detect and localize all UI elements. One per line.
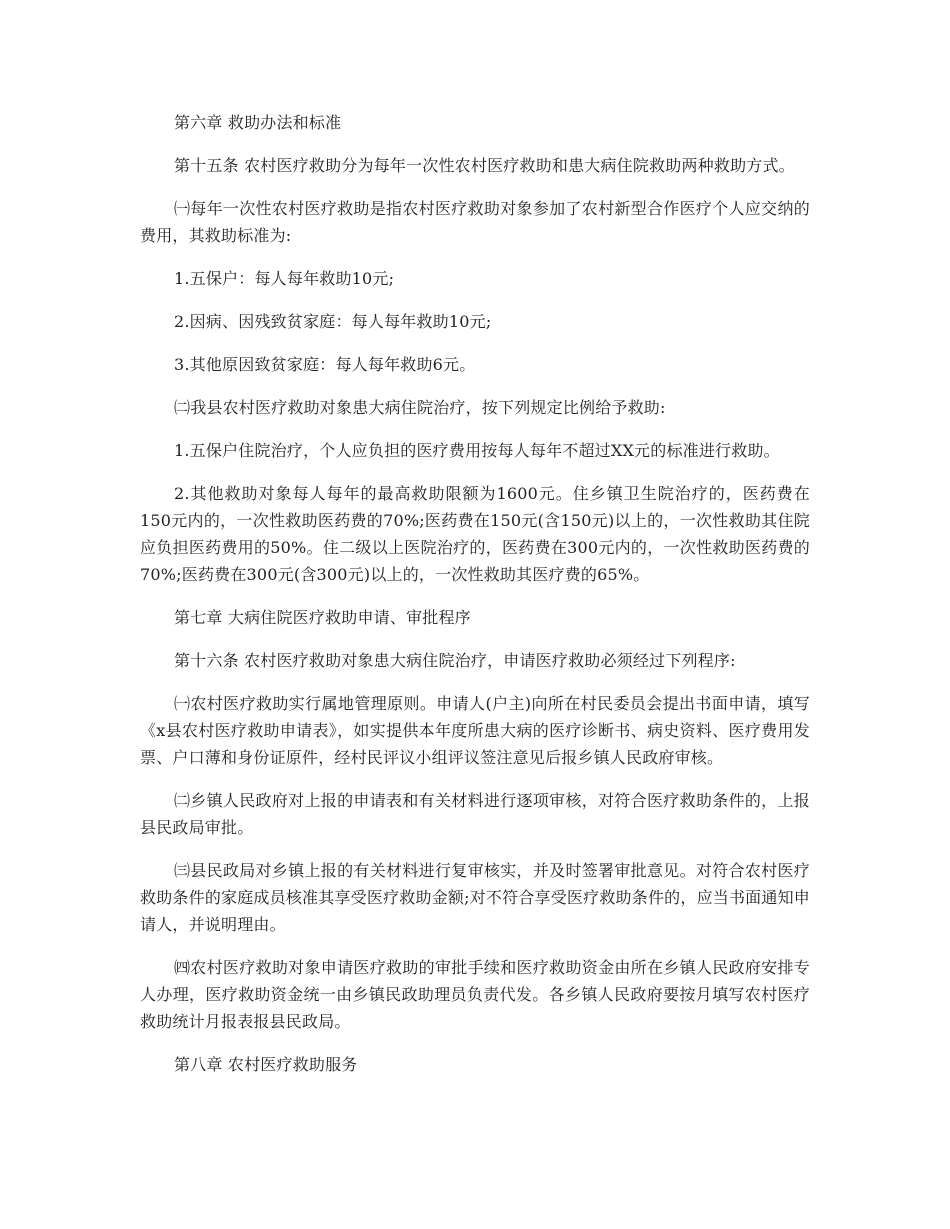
procedure-step-3: ㈢县民政局对乡镇上报的有关材料进行复审核实，并及时签署审批意见。对符合农村医疗救助条件的家庭成员核准其享受医疗救助金额;对不符合享受医疗救助条件的，应当书面通知申请人，并说明理由。 [140, 861, 810, 934]
item-five-guarantee-hospital: 1.五保户住院治疗，个人应负担的医疗费用按每人每年不超过XX元的标准进行救助。 [174, 441, 780, 460]
item-illness-poverty: 2.因病、因残致贫家庭：每人每年救助10元; [174, 312, 492, 331]
procedure-step-1: ㈠农村医疗救助实行属地管理原则。申请人(户主)向所在村民委员会提出书面申请，填写《x县农村医疗救助申请表》，如实提供本年度所患大病的医疗诊断书、病史资料、医疗费用发票、户口薄和身份证原件，经村民评议小组评议签注意见后报乡镇人民政府审核。 [140, 694, 810, 767]
clause-2-hospital-aid: ㈡我县农村医疗救助对象患大病住院治疗，按下列规定比例给予救助: [174, 398, 666, 417]
item-other-poverty: 3.其他原因致贫家庭：每人每年救助6元。 [174, 355, 476, 374]
item-five-guarantee: 1.五保户：每人每年救助10元; [174, 269, 395, 288]
item-other-recipients-limit: 2.其他救助对象每人每年的最高救助限额为1600元。住乡镇卫生院治疗的，医药费在150元内的，一次性救助医药费的70%;医药费在150元(含150元)以上的，一次性救助其住院应负担医药费用的50%。住二级以上医院治疗的，医药费在300元内的，一次性救助医药费的70%;医药费在300元(含300元)以上的，一次性救助其医疗费的65%。 [140, 484, 810, 584]
document-body [140, 109, 810, 1094]
procedure-step-4: ㈣农村医疗救助对象申请医疗救助的审批手续和医疗救助资金由所在乡镇人民政府安排专人办理，医疗救助资金统一由乡镇民政助理员负责代发。各乡镇人民政府要按月填写农村医疗救助统计月报表报县民政局。 [140, 958, 810, 1031]
clause-1-annual-aid: ㈠每年一次性农村医疗救助是指农村医疗救助对象参加了农村新型合作医疗个人应交纳的费用，其救助标准为: [140, 199, 810, 245]
procedure-step-2: ㈡乡镇人民政府对上报的申请表和有关材料进行逐项审核，对符合医疗救助条件的，上报县民政局审批。 [140, 791, 810, 837]
chapter-6-heading: 第六章 救助办法和标准 [174, 113, 342, 132]
chapter-8-heading: 第八章 农村医疗救助服务 [174, 1055, 358, 1074]
chapter-7-heading: 第七章 大病住院医疗救助申请、审批程序 [174, 608, 471, 627]
article-16: 第十六条 农村医疗救助对象患大病住院治疗，申请医疗救助必须经过下列程序: [174, 651, 736, 670]
article-15: 第十五条 农村医疗救助分为每年一次性农村医疗救助和患大病住院救助两种救助方式。 [174, 156, 795, 175]
